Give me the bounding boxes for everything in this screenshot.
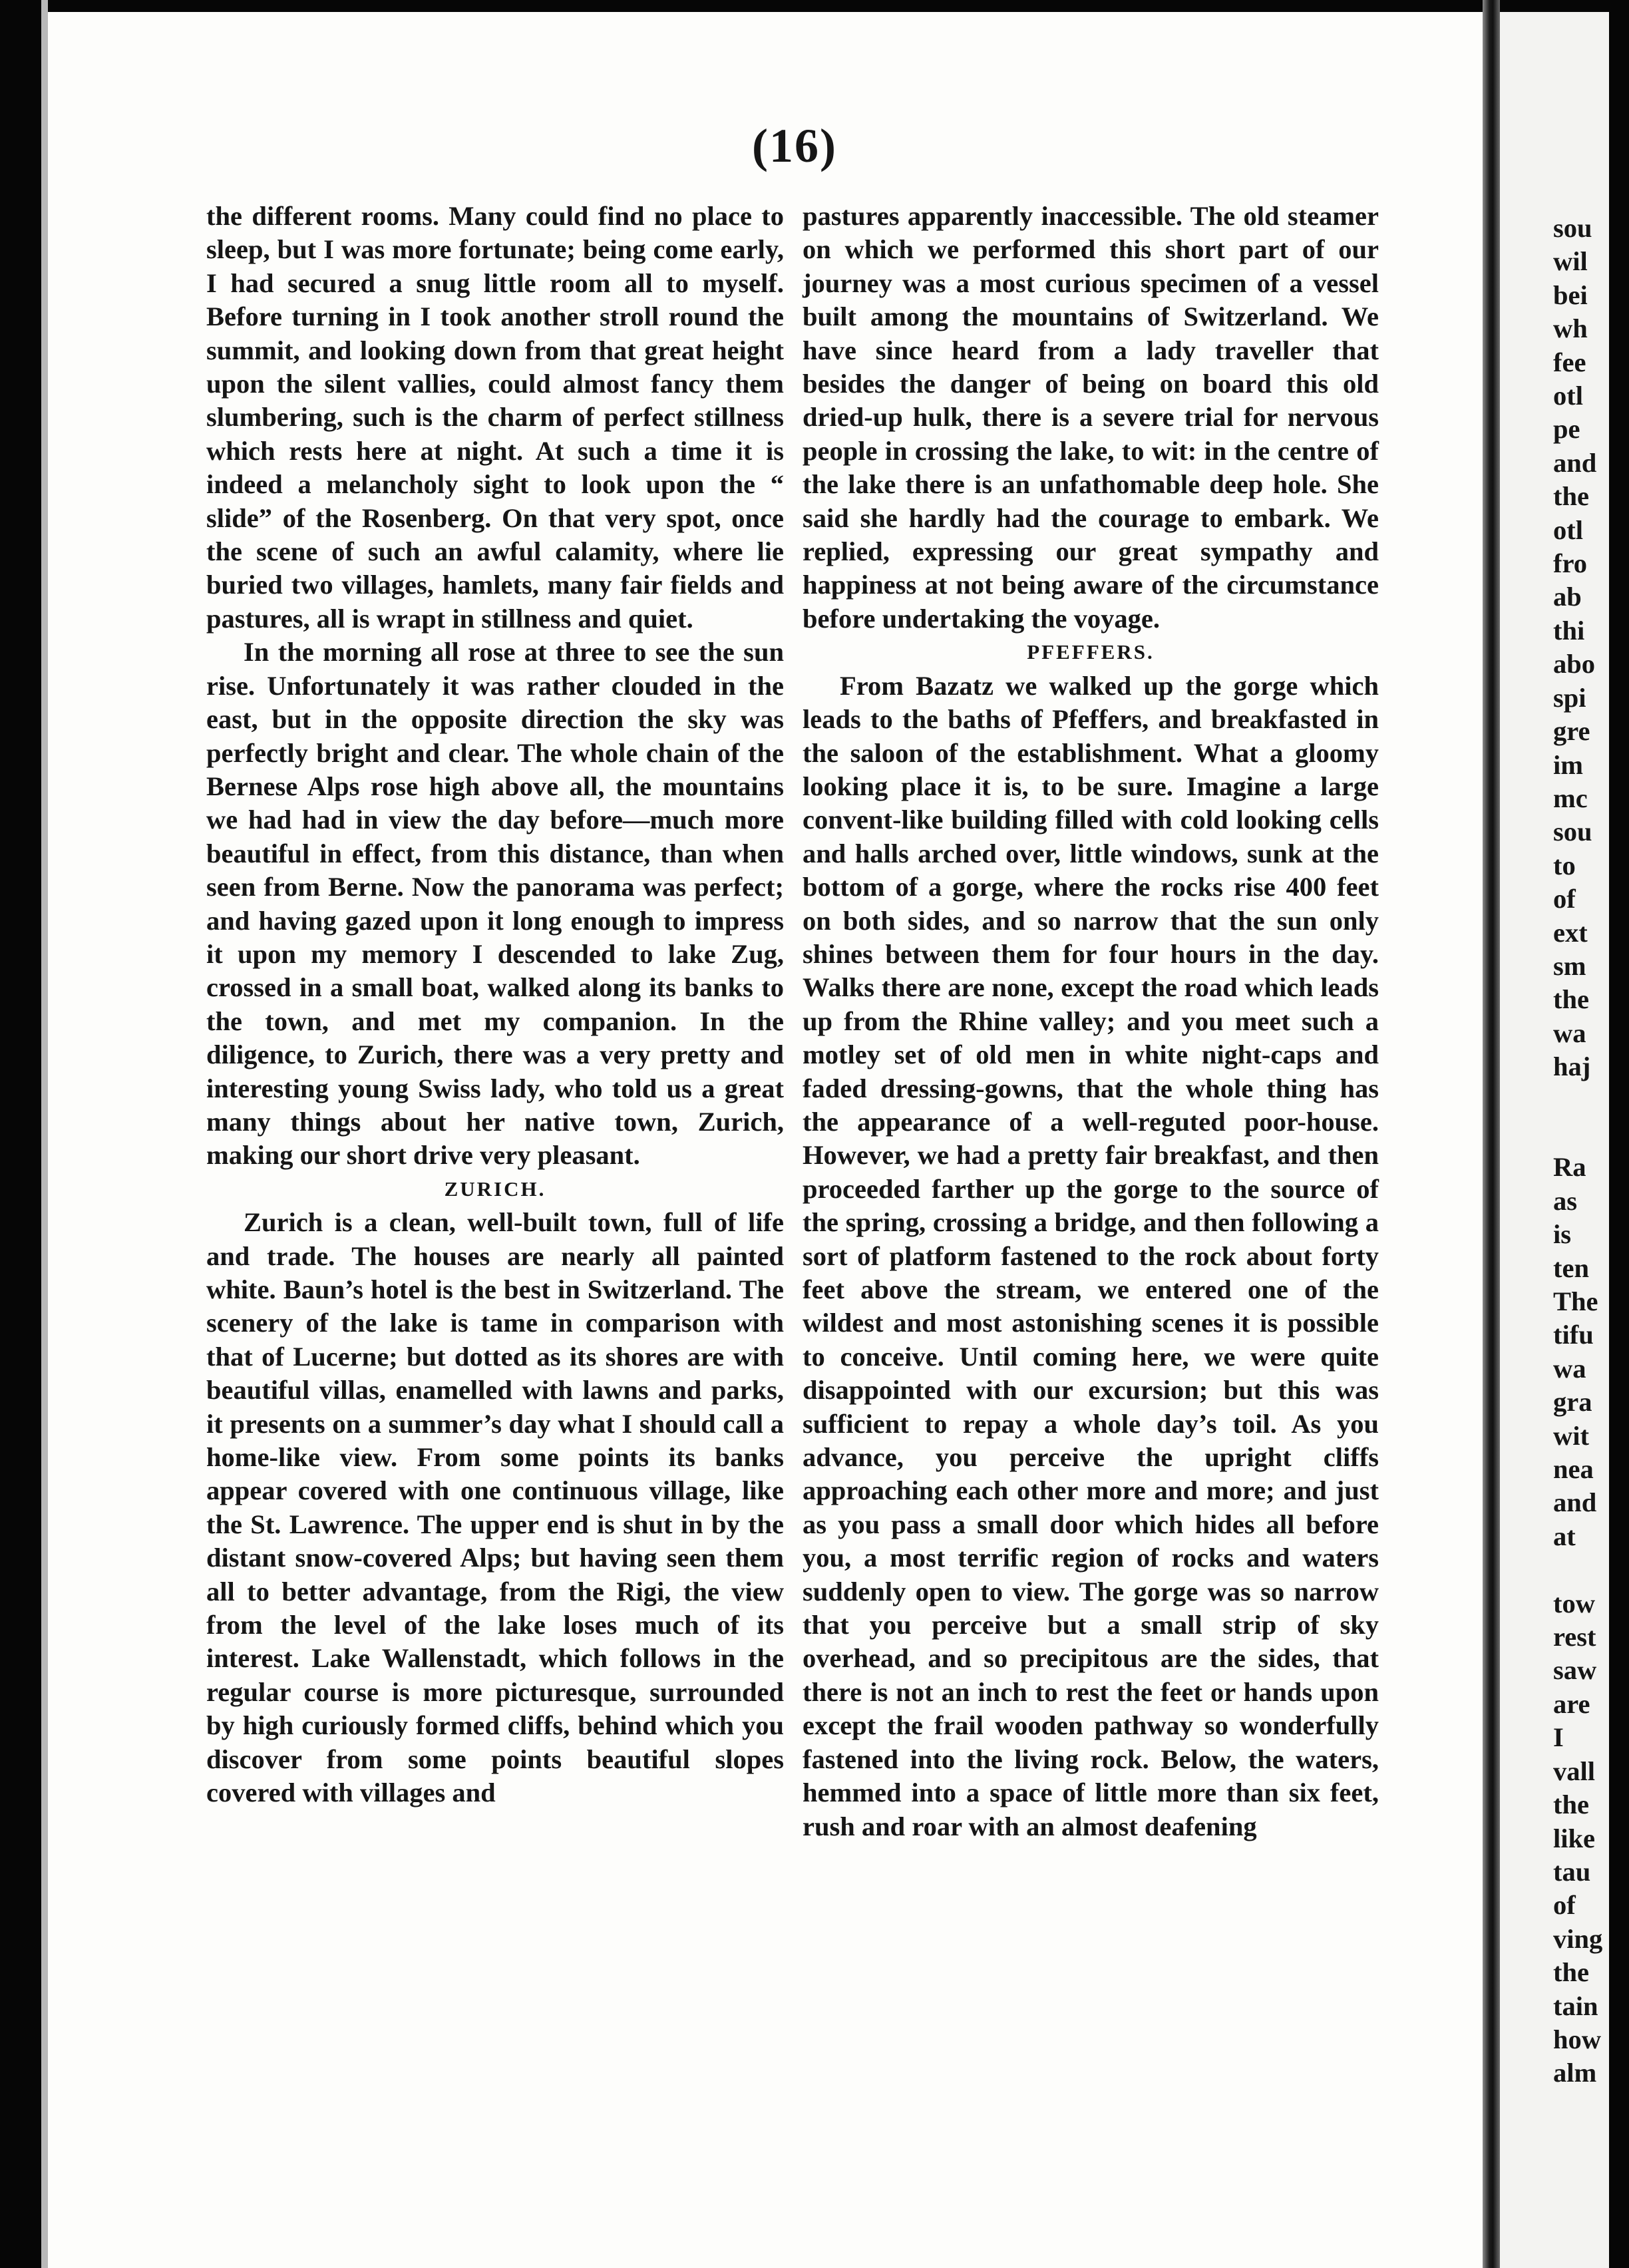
- facing-page-line: tain: [1553, 1990, 1598, 2021]
- facing-page-line: alm: [1553, 2058, 1597, 2088]
- facing-page-line: tau: [1553, 1856, 1591, 1887]
- facing-page-line: spi: [1553, 682, 1586, 713]
- facing-page-line: tifu: [1553, 1320, 1594, 1350]
- facing-page-line: [1553, 1084, 1609, 1117]
- facing-page-line: gra: [1553, 1387, 1592, 1418]
- book-gutter: [1483, 0, 1500, 2268]
- facing-page-line: of: [1553, 1890, 1576, 1921]
- facing-page-line: Ra: [1553, 1152, 1586, 1183]
- facing-page-line: I: [1553, 1722, 1564, 1753]
- facing-page-line: thi: [1553, 615, 1585, 646]
- facing-page-line: [1553, 1117, 1609, 1151]
- facing-page-line: mc: [1553, 783, 1588, 813]
- facing-page-line: to: [1553, 850, 1576, 880]
- facing-page-line: abo: [1553, 649, 1596, 679]
- facing-page-line: rest: [1553, 1622, 1596, 1652]
- facing-page-line: is: [1553, 1219, 1572, 1250]
- facing-page-line: as: [1553, 1185, 1578, 1216]
- facing-page-line: wit: [1553, 1420, 1589, 1451]
- right-column: [803, 200, 1379, 1843]
- facing-page-line: ten: [1553, 1252, 1589, 1283]
- facing-page-fragment: [1500, 12, 1609, 2268]
- facing-page-line: the: [1553, 1957, 1589, 1988]
- facing-page-line: like: [1553, 1823, 1596, 1853]
- scan-right-border: [1609, 0, 1629, 2268]
- paragraph: Zurich is a clean, well-built town, full of life and trade. The houses are nearly all painted white. Baun’s hotel is the best in Switzerland. The scenery of the lake is tame in comparison with that of Lucerne; but dotted as its shores are with beautiful villas, enamelled with lawns and parks, it presents on a summer’s day what I should call a home-like view. From some points its banks appear covered with one continuous village, like the St. Lawrence. The upper end is shut in by the distant snow-covered Alps; but having seen them all to better advantage, from the Rigi, the view from the level of the lake loses much of its interest. Lake Wallenstadt, which follows in the regular course is more picturesque, surrounded by high curiously formed cliffs, behind which you discover from some points beautiful slopes covered with villages and: [206, 1207, 784, 1808]
- paragraph: the different rooms. Many could find no place to sleep, but I was more fortunate; being come early, I had secured a snug little room all to myself. Before turning in I took another stroll round the summit, and looking down from that great height upon the silent vallies, could almost fancy them slumbering, such is the charm of perfect stillness which rests here at night. At such a time it is indeed a melancholy sight to look upon the “ slide” of the Rosenberg. On that very spot, once the scene of such an awful calamity, where lie buried two villages, hamlets, many fair fields and pastures, all is wrapt in stillness and quiet.: [206, 201, 784, 634]
- facing-page-line: wil: [1553, 246, 1588, 277]
- paragraph: From Bazatz we walked up the gorge which leads to the baths of Pfeffers, and breakfasted in the saloon of the establishment. What a gloomy looking place it is, to be sure. Imagine a large convent-like building filled with cold looking cells and halls arched over, little windows, sunk at the bottom of a gorge, where the rocks rise 400 feet on both sides, and so narrow that the sun only shines between them for four hours in the day. Walks there are none, except the road which leads up from the Rhine valley; and you meet such a motley set of old men in white night-caps and faded dressing-gowns, that the whole thing has the appearance of a well-reguted poor-house. However, we had a pretty fair breakfast, and then proceeded farther up the gorge to the source of the spring, crossing a bridge, and then following a sort of platform fastened to the rock about forty feet above the stream, we entered one of the wildest and most astonishing scenes it is possible to conceive. Until coming here, we were quite disappointed with our excursion; but this was sufficient to repay a whole day’s toil. As you advance, you perceive the upright cliffs approaching each other more and more; and just as you pass a small door which hides all before you, a most terrific region of rocks and waters suddenly open to view. The gorge was so narrow that you perceive but a small strip of sky overhead, and so precipitous are the sides, that there is not an inch to rest the feet or hands upon except the frail wooden pathway so wonderfully fastened into the living rock. Below, the waters, hemmed into a space of little more than six feet, rush and roar with an almost deafening: [803, 670, 1379, 1841]
- facing-page-line: and: [1553, 1487, 1597, 1518]
- facing-page-line: otl: [1553, 381, 1583, 411]
- page-number: (16): [752, 119, 837, 172]
- paragraph: In the morning all rose at three to see the sun rise. Unfortunately it was rather clouded in the east, but in the opposite direction the sky was perfectly bright and clear. The whole chain of the Bernese Alps rose high above all, the mountains we had had in view the day before—much more beautiful in effect, from this distance, than when seen from Berne. Now the panorama was perfect; and having gazed upon it long enough to impress it upon my memory I descended to lake Zug, crossed in a small boat, walked along its banks to the town, and met my companion. In the diligence, to Zurich, there was a very pretty and interesting young Swiss lady, who told us a great many things about her native town, Zurich, making our short drive very pleasant.: [206, 637, 784, 1171]
- facing-page-line: at: [1553, 1521, 1576, 1551]
- scan-left-border: [0, 0, 41, 2268]
- facing-page-line: vall: [1553, 1756, 1596, 1786]
- facing-page-line: are: [1553, 1688, 1590, 1719]
- facing-page-line: haj: [1553, 1051, 1591, 1082]
- facing-page-line: nea: [1553, 1454, 1594, 1485]
- facing-page-line: saw: [1553, 1655, 1597, 1686]
- facing-page-line: sou: [1553, 817, 1592, 847]
- facing-page-line: of: [1553, 884, 1576, 914]
- facing-page-text: [1553, 212, 1609, 2090]
- facing-page-line: the: [1553, 984, 1589, 1015]
- facing-page-line: wa: [1553, 1353, 1586, 1384]
- facing-page-line: [1553, 1553, 1609, 1587]
- facing-page-line: wh: [1553, 313, 1588, 344]
- facing-page-line: tow: [1553, 1588, 1595, 1618]
- facing-page-line: and: [1553, 447, 1597, 478]
- facing-page-line: the: [1553, 481, 1589, 512]
- facing-page-line: fro: [1553, 548, 1587, 579]
- facing-page-line: otl: [1553, 514, 1583, 545]
- paragraph: pastures apparently inaccessible. The old steamer on which we performed this short part of our journey was a most curious specimen of a vessel built among the mountains of Switzerland. We have since heard from a lady traveller that besides the danger of being on board this old dried-up hulk, there is a severe trial for nervous people in crossing the lake, to wit: in the centre of the lake there is an unfathomable deep hole. She said she hardly had the courage to embark. We replied, expressing our great sympathy and happiness at not being aware of the circumstance before undertaking the voyage.: [803, 201, 1379, 634]
- facing-page-line: the: [1553, 1790, 1589, 1820]
- section-heading-zurich: ZURICH.: [444, 1177, 546, 1201]
- section-heading-pfeffers: PFEFFERS.: [1027, 640, 1155, 664]
- facing-page-line: ving: [1553, 1923, 1603, 1954]
- facing-page-line: ext: [1553, 917, 1588, 948]
- facing-page-line: sou: [1553, 213, 1592, 243]
- facing-page-line: wa: [1553, 1018, 1586, 1048]
- page-left-edge: [41, 0, 48, 2268]
- facing-page-line: The: [1553, 1286, 1598, 1316]
- facing-page-line: pe: [1553, 414, 1580, 445]
- scan-top-border: [0, 0, 1629, 12]
- facing-page-line: bei: [1553, 280, 1588, 310]
- facing-page-line: gre: [1553, 716, 1590, 747]
- facing-page-line: fee: [1553, 347, 1586, 377]
- facing-page-line: im: [1553, 749, 1583, 780]
- facing-page-line: ab: [1553, 582, 1582, 612]
- facing-page-line: how: [1553, 2024, 1602, 2054]
- facing-page-line: sm: [1553, 950, 1586, 981]
- left-column: [206, 200, 784, 1810]
